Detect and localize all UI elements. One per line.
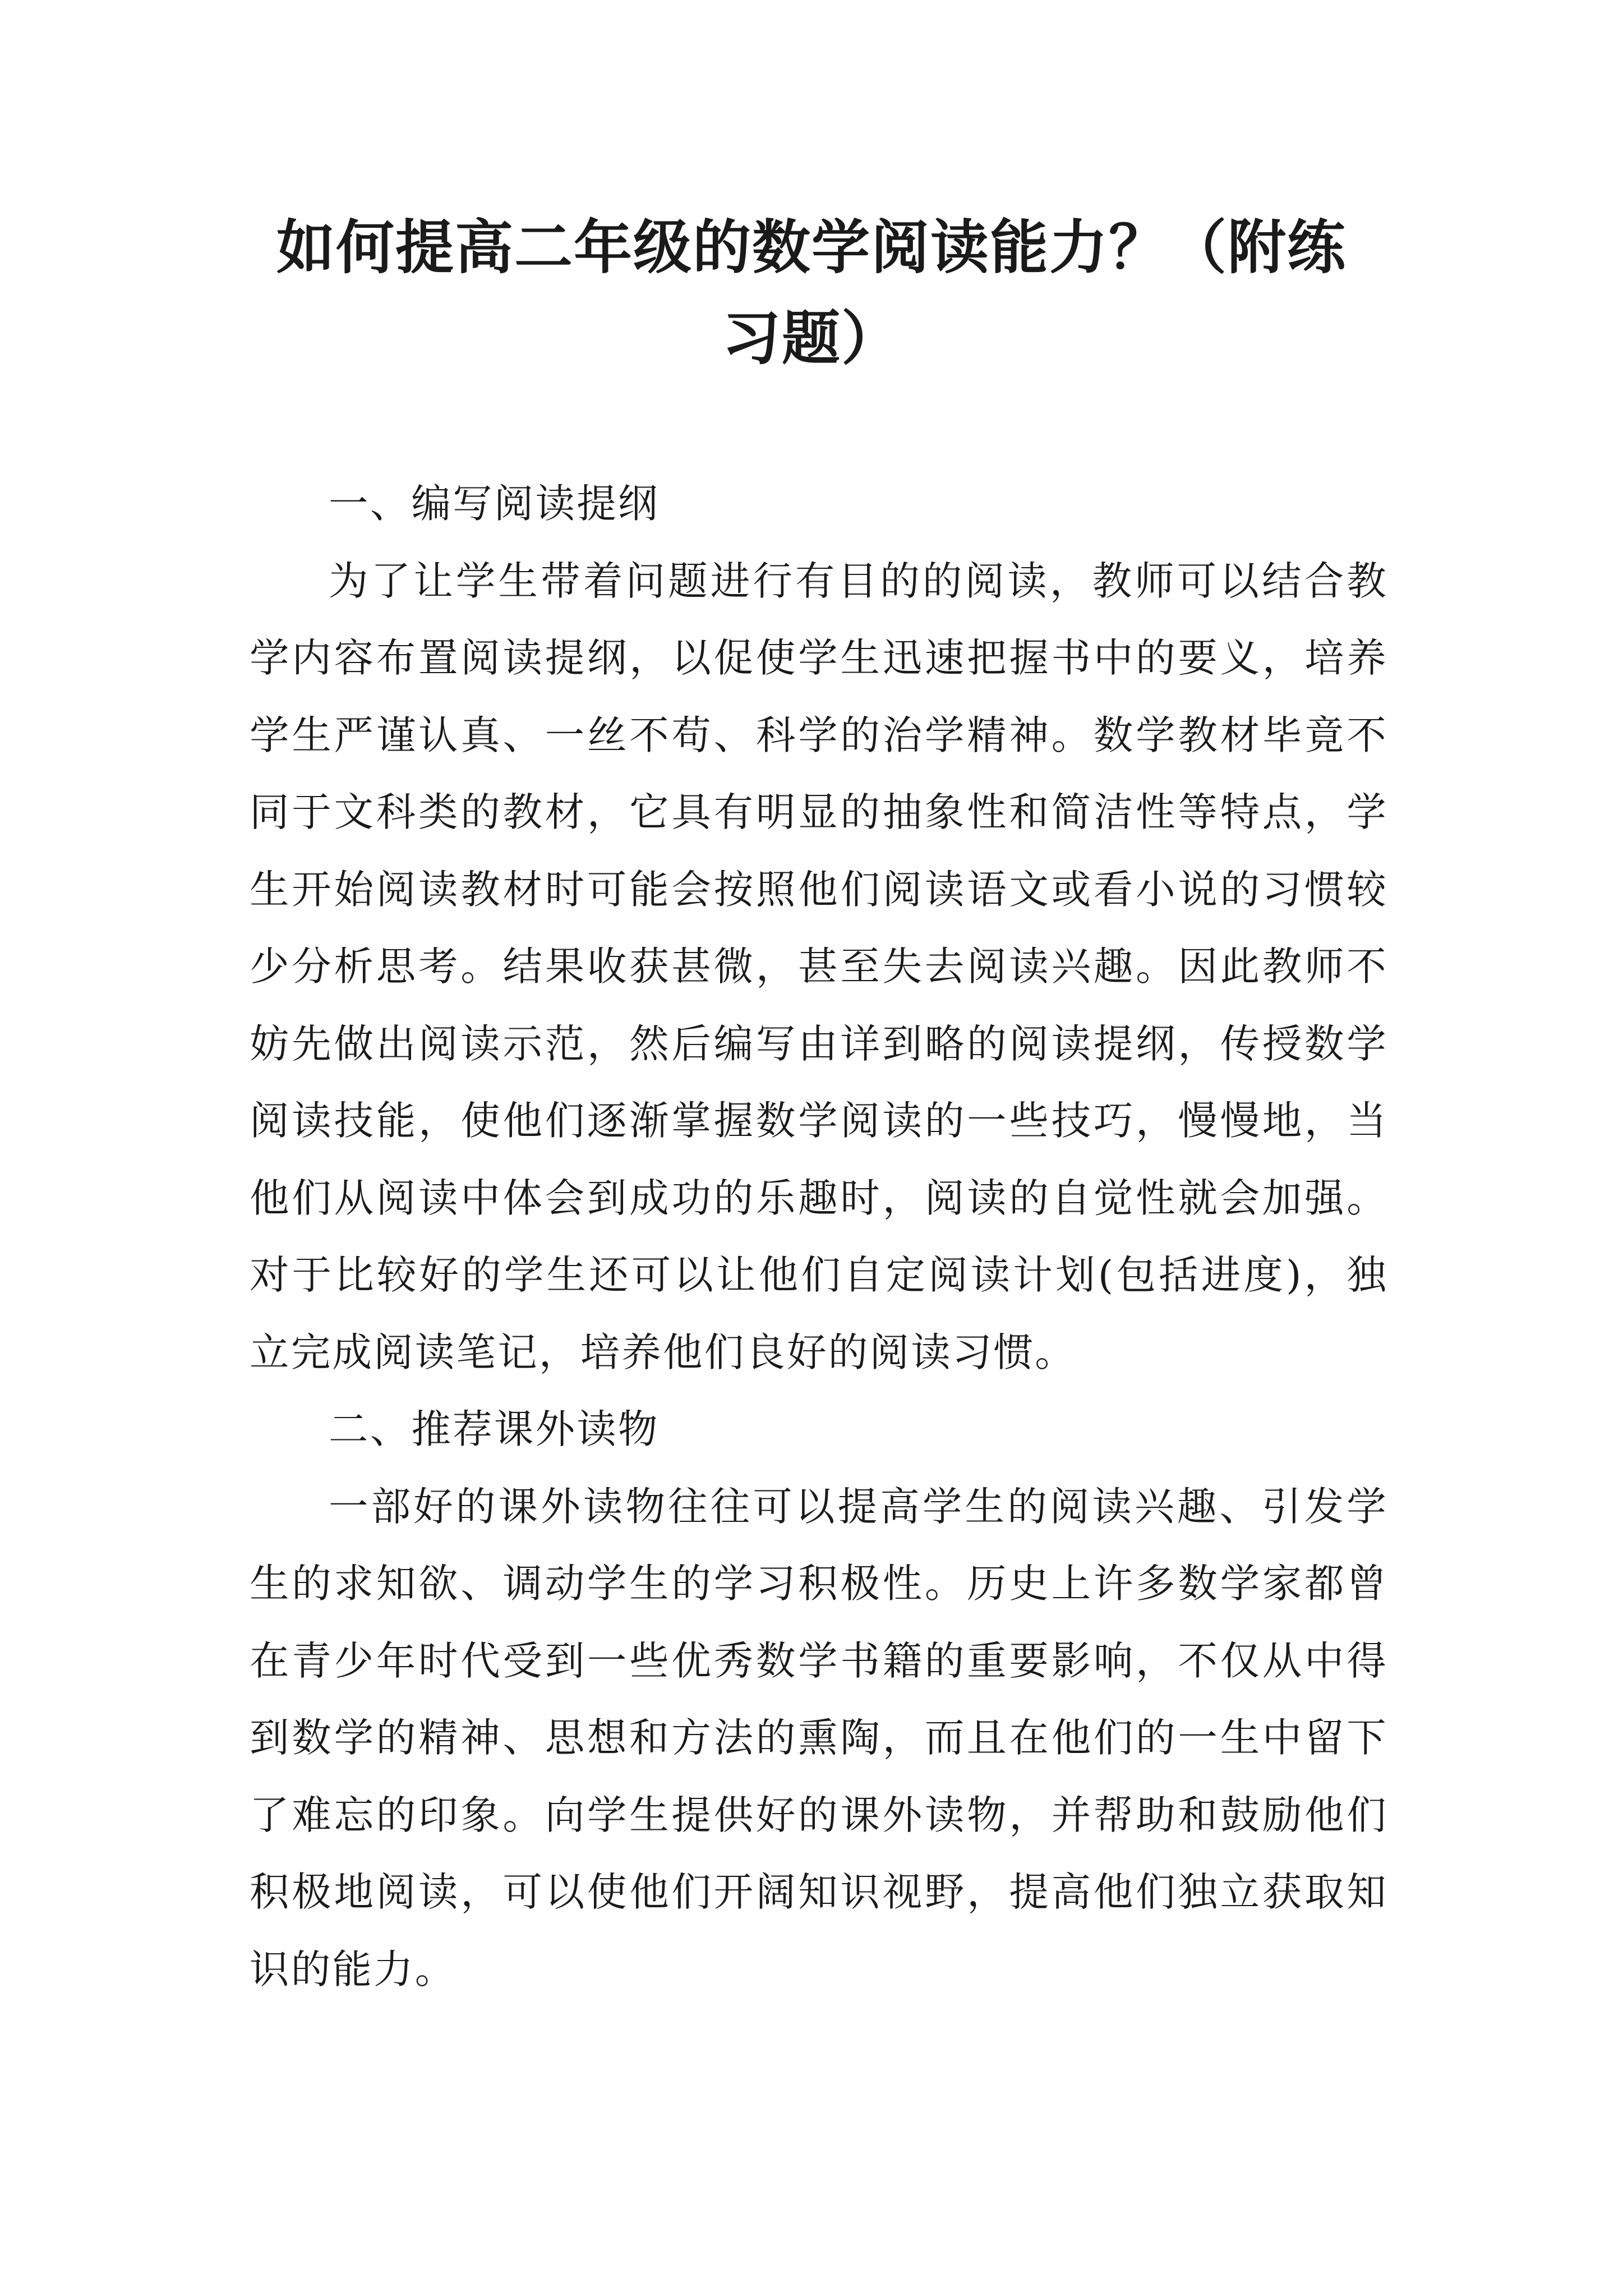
document-title [236, 202, 1387, 384]
section-heading-1: 一、编写阅读提纲 [329, 481, 660, 527]
title-line-2: 习题） [722, 304, 901, 372]
document-body [250, 466, 1388, 2008]
section-paragraph-1: 为了让学生带着问题进行有目的的阅读，教师可以结合教学内容布置阅读提纲，以促使学生迅速把握书中的要义，培养学生严谨认真、一丝不苟、科学的治学精神。数学教材毕竟不同于文科类的教材，它具有明显的抽象性和简洁性等特点，学生开始阅读教材时可能会按照他们阅读语文或看小说的习惯较少分析思考。结果收获甚微，甚至失去阅读兴趣。因此教师不妨先做出阅读示范，然后编写由详到略的阅读提纲，传授数学阅读技能，使他们逐渐掌握数学阅读的一些技巧，慢慢地，当他们从阅读中体会到成功的乐趣时，阅读的自觉性就会加强。对于比较好的学生还可以让他们自定阅读计划(包括进度)，独立完成阅读笔记，培养他们良好的阅读习惯。 [250, 558, 1388, 1375]
section-heading-2: 二、推荐课外读物 [329, 1406, 660, 1452]
section-paragraph-2: 一部好的课外读物往往可以提高学生的阅读兴趣、引发学生的求知欲、调动学生的学习积极性。历史上许多数学家都曾在青少年时代受到一些优秀数学书籍的重要影响，不仅从中得到数学的精神、思想和方法的熏陶，而且在他们的一生中留下了难忘的印象。向学生提供好的课外读物，并帮助和鼓励他们积极地阅读，可以使他们开阔知识视野，提高他们独立获取知识的能力。 [250, 1483, 1388, 1993]
title-line-1: 如何提高二年级的数学阅读能力？（附练 [276, 213, 1347, 282]
